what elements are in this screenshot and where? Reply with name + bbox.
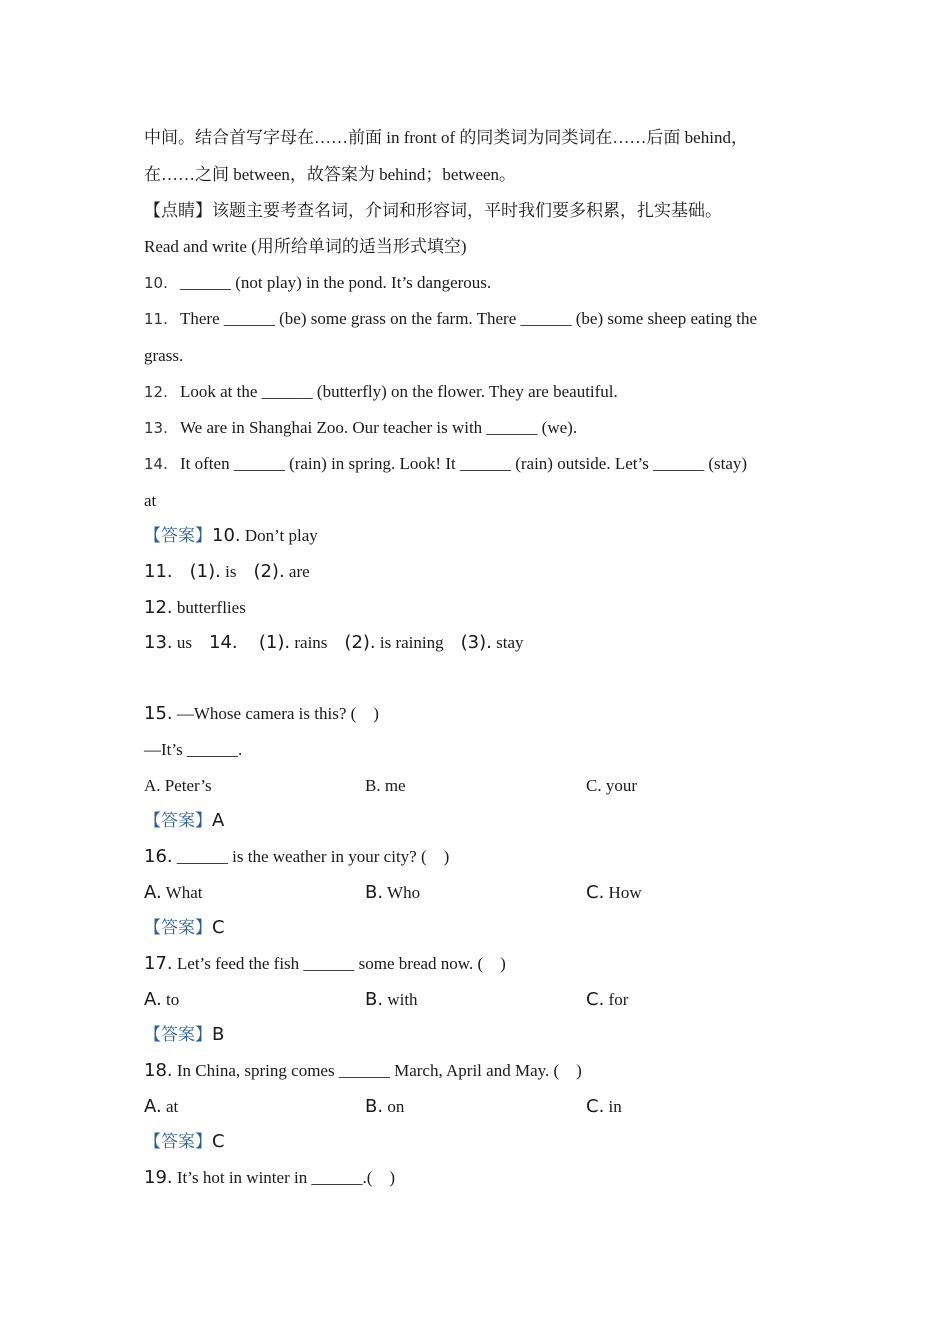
answer-17: 【答案】B (144, 1024, 225, 1045)
question-15: 15. —Whose camera is this? ( ) (144, 703, 379, 724)
question-text: ______ (not play) in the pond. It’s dangerous. (180, 273, 492, 292)
question-16: 16. ______ is the weather in your city? ( ) (144, 846, 450, 867)
explanation-line-1: 中间。结合首写字母在……前面 in front of 的同类词为同类词在……后面 behind， (144, 128, 748, 147)
option-b[interactable]: B. me (365, 776, 406, 795)
option-c[interactable]: C. in (586, 1096, 622, 1117)
question-text: It often ______ (rain) in spring. Look! It ______ (rain) outside. Let’s ______ (stay) (180, 454, 748, 473)
question-number: 14. (144, 455, 168, 473)
answer-label: 【答案】 (144, 526, 212, 545)
question-text: Look at the ______ (butterfly) on the flower. They are beautiful. (180, 382, 618, 401)
answer-12: 12. butterflies (144, 597, 246, 618)
option-c[interactable]: C. your (586, 776, 637, 795)
answer-13-14: 13. us 14. (1). rains (2). is raining (3). stay (144, 632, 524, 653)
question-11-continued: grass. (144, 346, 184, 365)
option-a[interactable]: A. at (144, 1096, 179, 1117)
option-c[interactable]: C. for (586, 989, 629, 1010)
option-a[interactable]: A. to (144, 989, 180, 1010)
option-b[interactable]: B. on (365, 1096, 405, 1117)
question-13 (144, 417, 577, 439)
answer-16: 【答案】C (144, 917, 225, 938)
answer-10: 【答案】10. Don’t play (144, 525, 318, 546)
section-heading: Read and write (用所给单词的适当形式填空) (144, 237, 467, 256)
question-10 (144, 272, 491, 294)
option-c[interactable]: C. How (586, 882, 642, 903)
question-number: 12. (144, 383, 168, 401)
question-14-continued: at (144, 491, 157, 510)
option-b[interactable]: B. with (365, 989, 418, 1010)
question-number: 13. (144, 419, 168, 437)
dianjing-note: 【点睛】该题主要考查名词，介词和形容词，平时我们要多积累，扎实基础。 (144, 201, 722, 220)
option-b[interactable]: B. Who (365, 882, 421, 903)
question-text: There ______ (be) some grass on the farm. There ______ (be) some sheep eating the (180, 309, 758, 328)
question-19: 19. It’s hot in winter in ______.( ) (144, 1167, 396, 1188)
question-17: 17. Let’s feed the fish ______ some bread now. ( ) (144, 953, 506, 974)
question-number: 11. (144, 310, 168, 328)
question-18: 18. In China, spring comes ______ March, April and May. ( ) (144, 1060, 582, 1081)
question-11 (144, 308, 757, 330)
answer-15: 【答案】A (144, 810, 225, 831)
question-number: 10. (144, 274, 168, 292)
explanation-line-2: 在……之间 between，故答案为 behind；between。 (144, 165, 517, 184)
question-12 (144, 381, 618, 403)
question-14 (144, 453, 747, 475)
answer-18: 【答案】C (144, 1131, 225, 1152)
question-15-line-2: —It’s ______. (144, 740, 243, 759)
answer-11: 11. (1). is (2). are (144, 561, 310, 582)
question-text: We are in Shanghai Zoo. Our teacher is with ______ (we). (180, 418, 578, 437)
option-a[interactable]: A. Peter’s (144, 776, 212, 795)
option-a[interactable]: A. What (144, 882, 203, 903)
